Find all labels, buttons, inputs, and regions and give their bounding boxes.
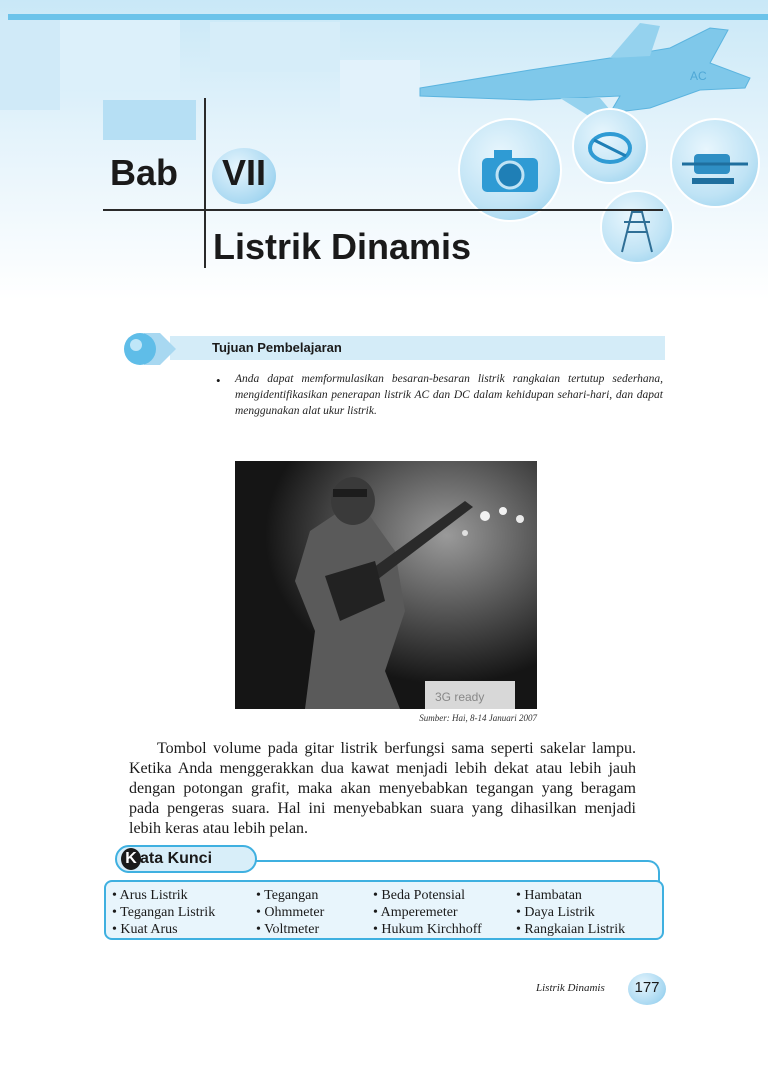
keyword-item: • Tegangan Listrik — [112, 905, 216, 920]
keywords-column-2 — [256, 887, 324, 938]
keyword-item: • Voltmeter — [256, 922, 320, 937]
running-title: Listrik Dinamis — [536, 982, 605, 994]
keyword-item: • Daya Listrik — [516, 905, 595, 920]
stage-sign-text: 3G ready — [435, 690, 485, 704]
keywords-title-initial: K — [121, 848, 141, 870]
keywords-column-1 — [112, 887, 215, 938]
keyword-item: • Kuat Arus — [112, 922, 178, 937]
intro-paragraph — [129, 739, 636, 839]
power-tower-icon — [600, 190, 674, 264]
chapter-label: Bab — [110, 152, 179, 193]
keyword-item: • Hambatan — [516, 888, 582, 903]
chapter-label-box — [103, 100, 196, 140]
learning-goal-item: Anda dapat memformulasikan besaran-besaran listrik rangkaian tertutup sederhana, mengidentifikasikan penerapan listrik AC dan DC dalam kehidupan sehari-hari, dan dapat menggunakan alat ukur listrik. — [235, 373, 663, 417]
photo-caption: Sumber: Hai, 8-14 Januari 2007 — [419, 713, 537, 723]
camera-icon — [458, 118, 562, 222]
keyword-item: • Hukum Kirchhoff — [373, 922, 482, 937]
keywords-column-4 — [516, 887, 625, 938]
keyword-item: • Tegangan — [256, 888, 319, 903]
compass-icon — [572, 108, 648, 184]
bullet: • — [216, 373, 221, 388]
heading-horizontal-rule — [103, 209, 663, 211]
keyword-item: • Rangkaian Listrik — [516, 922, 626, 937]
guitarist-photo — [235, 461, 537, 709]
keyword-item: • Arus Listrik — [112, 888, 188, 903]
svg-text:AC: AC — [690, 69, 707, 83]
learning-goals-heading: Tujuan Pembelajaran — [212, 340, 342, 355]
keyword-item: • Ohmmeter — [256, 905, 325, 920]
chapter-number: VII — [222, 152, 267, 193]
motor-icon — [670, 118, 760, 208]
page-number: 177 — [634, 979, 660, 996]
keyword-item: • Amperemeter — [373, 905, 458, 920]
intro-paragraph-text: Tombol volume pada gitar listrik berfungsi sama seperti sakelar lampu. Ketika Anda menggerakkan dua kawat menjadi lebih dekat atau lebih jauh dengan potongan grafit, maka akan menyebabkan tegangan yang beragam pada pengeras suara. Hal ini menyebabkan suara yang dihasilkan menjadi lebih keras atau lebih pelan. — [129, 740, 636, 837]
keywords-column-3 — [373, 887, 482, 938]
arrow-icon — [122, 331, 178, 367]
heading-vertical-rule — [204, 98, 206, 268]
keyword-item: • Beda Potensial — [373, 888, 465, 903]
keywords-frame-top — [250, 860, 660, 882]
keywords-title: ata Kunci — [140, 850, 213, 867]
chapter-title: Listrik Dinamis — [213, 226, 472, 267]
